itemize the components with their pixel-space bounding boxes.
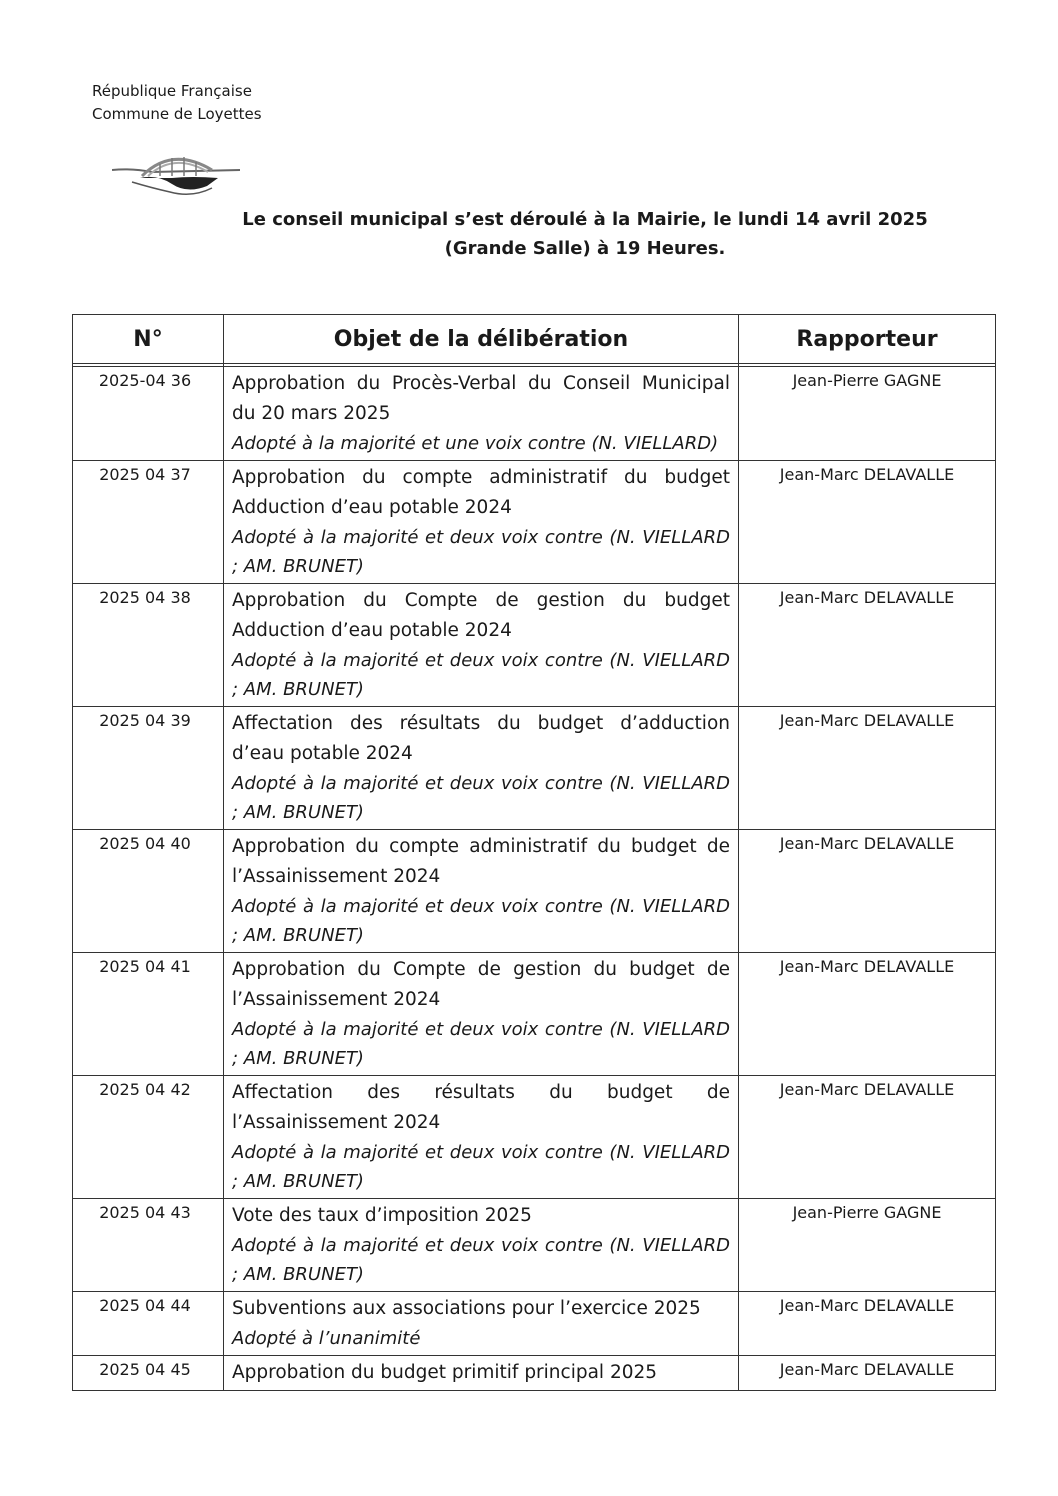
rapporteur-name: Jean-Marc DELAVALLE bbox=[739, 1292, 996, 1356]
deliberation-subject: Approbation du compte administratif du budget Adduction d’eau potable 2024 bbox=[232, 467, 730, 518]
vote-result: Adopté à la majorité et une voix contre (N. VIELLARD) bbox=[232, 433, 719, 454]
rapporteur-name: Jean-Marc DELAVALLE bbox=[739, 707, 996, 830]
bridge-logo bbox=[112, 148, 242, 202]
deliberation-subject: Approbation du budget primitif principal 2025 bbox=[232, 1362, 658, 1383]
deliberation-number: 2025 04 42 bbox=[73, 1076, 224, 1199]
deliberation-number: 2025 04 40 bbox=[73, 830, 224, 953]
rapporteur-name: Jean-Marc DELAVALLE bbox=[739, 1076, 996, 1199]
bridge-logo-icon bbox=[112, 148, 242, 198]
issuer-commune: Commune de Loyettes bbox=[92, 105, 262, 123]
vote-result: Adopté à la majorité et deux voix contre (N. VIELLARD ; AM. BRUNET) bbox=[232, 896, 730, 946]
deliberation-subject: Affectation des résultats du budget d’adduction d’eau potable 2024 bbox=[232, 713, 730, 764]
table-row bbox=[73, 830, 996, 953]
deliberations-table bbox=[72, 314, 996, 1391]
table-row bbox=[73, 1199, 996, 1292]
vote-result: Adopté à la majorité et deux voix contre (N. VIELLARD ; AM. BRUNET) bbox=[232, 773, 730, 823]
header-object: Objet de la délibération bbox=[224, 315, 739, 364]
deliberation-number: 2025-04 36 bbox=[73, 367, 224, 461]
deliberation-object bbox=[224, 830, 739, 953]
table-row bbox=[73, 584, 996, 707]
deliberation-number: 2025 04 44 bbox=[73, 1292, 224, 1356]
deliberation-object bbox=[224, 1292, 739, 1356]
deliberation-subject: Subventions aux associations pour l’exercice 2025 bbox=[232, 1298, 701, 1319]
rapporteur-name: Jean-Marc DELAVALLE bbox=[739, 1356, 996, 1391]
deliberation-object bbox=[224, 707, 739, 830]
rapporteur-name: Jean-Marc DELAVALLE bbox=[739, 461, 996, 584]
issuer-block bbox=[92, 80, 262, 126]
deliberation-subject: Approbation du Compte de gestion du budget de l’Assainissement 2024 bbox=[232, 959, 730, 1010]
deliberation-number: 2025 04 38 bbox=[73, 584, 224, 707]
deliberation-subject: Vote des taux d’imposition 2025 bbox=[232, 1205, 532, 1226]
table-row bbox=[73, 1292, 996, 1356]
rapporteur-name: Jean-Marc DELAVALLE bbox=[739, 584, 996, 707]
deliberation-object bbox=[224, 461, 739, 584]
rapporteur-name: Jean-Marc DELAVALLE bbox=[739, 830, 996, 953]
issuer-country: République Française bbox=[92, 82, 252, 100]
deliberation-number: 2025 04 39 bbox=[73, 707, 224, 830]
table-row bbox=[73, 707, 996, 830]
deliberation-object bbox=[224, 1356, 739, 1391]
table-row bbox=[73, 953, 996, 1076]
deliberation-number: 2025 04 45 bbox=[73, 1356, 224, 1391]
table-header-row bbox=[73, 315, 996, 364]
deliberation-object bbox=[224, 1076, 739, 1199]
table-row bbox=[73, 461, 996, 584]
header-num: N° bbox=[73, 315, 224, 364]
deliberation-subject: Affectation des résultats du budget de l’Assainissement 2024 bbox=[232, 1082, 730, 1133]
deliberation-object bbox=[224, 1199, 739, 1292]
deliberation-object bbox=[224, 584, 739, 707]
title-line-1: Le conseil municipal s’est déroulé à la Mairie, le lundi 14 avril 2025 bbox=[242, 209, 928, 230]
vote-result: Adopté à l’unanimité bbox=[232, 1328, 421, 1349]
vote-result: Adopté à la majorité et deux voix contre (N. VIELLARD ; AM. BRUNET) bbox=[232, 1019, 730, 1069]
rapporteur-name: Jean-Pierre GAGNE bbox=[739, 367, 996, 461]
deliberation-subject: Approbation du compte administratif du budget de l’Assainissement 2024 bbox=[232, 836, 730, 887]
deliberation-subject: Approbation du Compte de gestion du budget Adduction d’eau potable 2024 bbox=[232, 590, 730, 641]
deliberation-number: 2025 04 37 bbox=[73, 461, 224, 584]
table-row bbox=[73, 1076, 996, 1199]
vote-result: Adopté à la majorité et deux voix contre (N. VIELLARD ; AM. BRUNET) bbox=[232, 650, 730, 700]
vote-result: Adopté à la majorité et deux voix contre (N. VIELLARD ; AM. BRUNET) bbox=[232, 527, 730, 577]
deliberation-subject: Approbation du Procès-Verbal du Conseil Municipal du 20 mars 2025 bbox=[232, 373, 730, 424]
rapporteur-name: Jean-Marc DELAVALLE bbox=[739, 953, 996, 1076]
deliberation-object bbox=[224, 953, 739, 1076]
vote-result: Adopté à la majorité et deux voix contre (N. VIELLARD ; AM. BRUNET) bbox=[232, 1235, 730, 1285]
vote-result: Adopté à la majorité et deux voix contre (N. VIELLARD ; AM. BRUNET) bbox=[232, 1142, 730, 1192]
deliberation-number: 2025 04 43 bbox=[73, 1199, 224, 1292]
header-rapporteur: Rapporteur bbox=[739, 315, 996, 364]
title-line-2: (Grande Salle) à 19 Heures. bbox=[444, 238, 726, 259]
deliberation-number: 2025 04 41 bbox=[73, 953, 224, 1076]
table-row bbox=[73, 367, 996, 461]
deliberation-object bbox=[224, 367, 739, 461]
page-title bbox=[180, 205, 990, 263]
rapporteur-name: Jean-Pierre GAGNE bbox=[739, 1199, 996, 1292]
table-row bbox=[73, 1356, 996, 1391]
